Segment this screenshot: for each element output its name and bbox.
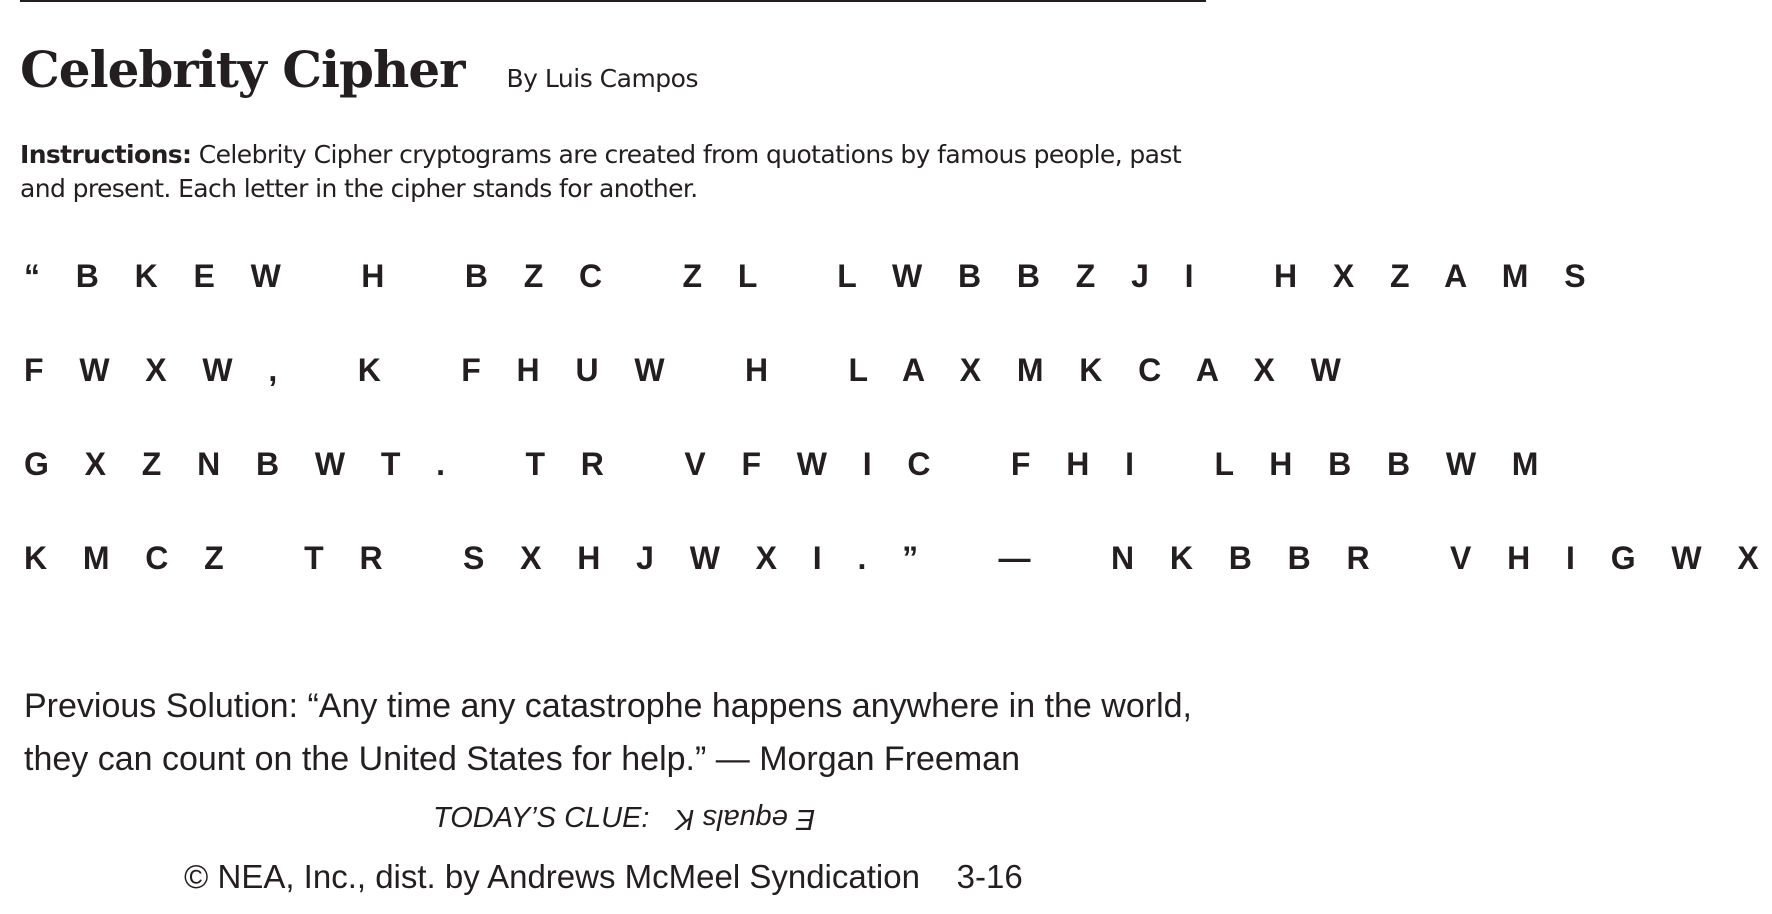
copyright-text: © NEA, Inc., dist. by Andrews McMeel Syndication <box>184 858 920 895</box>
instructions <box>20 138 1220 206</box>
instructions-label: Instructions: <box>20 140 192 169</box>
copyright-footer <box>184 858 1023 896</box>
cipher-line: F W X W , K F H U W H L A X M K C A X W <box>24 352 1355 388</box>
previous-solution: Previous Solution: “Any time any catastrophe happens anywhere in the world, they can count on the United States for help.” — Morgan Freeman <box>24 687 1192 778</box>
byline: By Luis Campos <box>506 64 698 93</box>
header <box>20 40 698 99</box>
todays-clue <box>433 802 816 835</box>
cipher-line: “ B K E W H B Z C Z L L W B B Z J I H X Z A M S <box>24 258 1599 294</box>
page-title: Celebrity Cipher <box>20 40 465 99</box>
clue-label: TODAY’S CLUE: <box>433 802 650 834</box>
cipher-line: K M C Z T R S X H J W X I . ” — N K B B R V H I G W X <box>24 540 1772 576</box>
instructions-text: Celebrity Cipher cryptograms are created from quotations by famous people, past and present. Each letter in the cipher stands for another. <box>20 140 1182 203</box>
top-rule <box>20 0 1206 2</box>
cipher-line: G X Z N B W T . T R V F W I C F H I L H B B W M <box>24 446 1552 482</box>
clue-text-upside-down: E equals K <box>675 803 816 835</box>
puzzle-date: 3-16 <box>956 858 1023 895</box>
